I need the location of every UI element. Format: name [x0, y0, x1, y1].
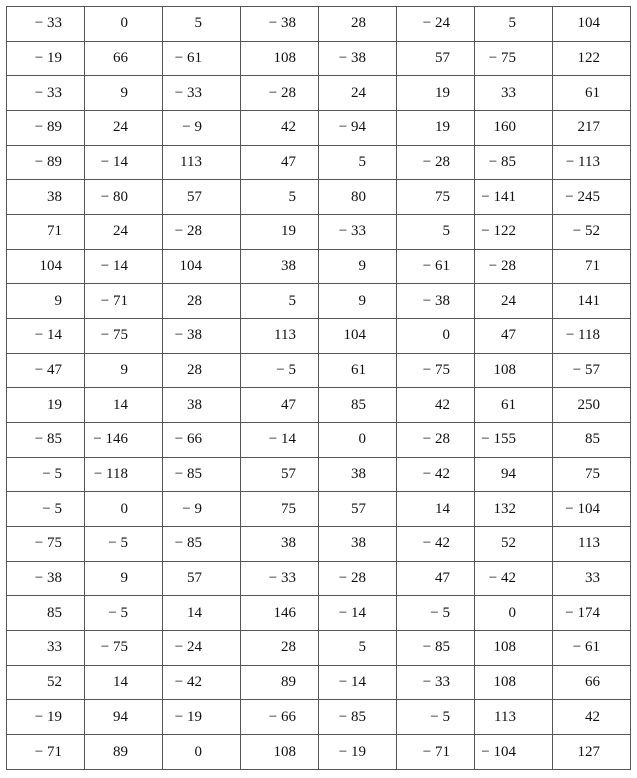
table-cell: 80 [319, 180, 397, 215]
table-cell: 24 [319, 76, 397, 111]
table-cell: 5 [319, 631, 397, 666]
table-cell: 5 [163, 7, 241, 42]
data-table [6, 6, 631, 770]
table-cell: 9 [319, 249, 397, 284]
table-cell: 71 [553, 249, 631, 284]
table-cell: 14 [85, 388, 163, 423]
table-cell: 108 [241, 41, 319, 76]
table-cell: 57 [397, 41, 475, 76]
table-cell: 104 [319, 319, 397, 354]
table-cell: 160 [475, 111, 553, 146]
table-cell: 85 [553, 423, 631, 458]
table-cell: 71 [7, 215, 85, 250]
table-cell: 108 [475, 353, 553, 388]
table-cell: 47 [475, 319, 553, 354]
table-cell: − 42 [163, 665, 241, 700]
table-row [7, 7, 631, 42]
table-body [7, 7, 631, 770]
table-cell: 5 [241, 180, 319, 215]
table-cell: 104 [163, 249, 241, 284]
table-cell: − 47 [7, 353, 85, 388]
table-cell: 57 [163, 561, 241, 596]
table-cell: − 85 [397, 631, 475, 666]
table-cell: 66 [553, 665, 631, 700]
table-cell: 108 [241, 735, 319, 770]
table-cell: 127 [553, 735, 631, 770]
table-cell: 19 [7, 388, 85, 423]
table-cell: − 122 [475, 215, 553, 250]
table-cell: − 66 [241, 700, 319, 735]
table-row [7, 319, 631, 354]
table-cell: − 33 [241, 561, 319, 596]
table-cell: − 24 [397, 7, 475, 42]
table-cell: − 85 [7, 423, 85, 458]
table-cell: − 38 [163, 319, 241, 354]
table-cell: 47 [241, 388, 319, 423]
table-cell: − 85 [319, 700, 397, 735]
table-cell: − 94 [319, 111, 397, 146]
table-cell: − 52 [553, 215, 631, 250]
table-cell: 5 [475, 7, 553, 42]
table-cell: − 19 [7, 41, 85, 76]
table-cell: − 28 [397, 423, 475, 458]
table-row [7, 284, 631, 319]
table-cell: − 9 [163, 492, 241, 527]
table-cell: − 19 [319, 735, 397, 770]
table-row [7, 353, 631, 388]
table-cell: − 66 [163, 423, 241, 458]
table-cell: − 141 [475, 180, 553, 215]
table-cell: 113 [553, 527, 631, 562]
table-cell: − 5 [7, 457, 85, 492]
table-row [7, 145, 631, 180]
table-cell: 57 [163, 180, 241, 215]
table-cell: − 38 [241, 7, 319, 42]
table-cell: 5 [397, 215, 475, 250]
table-cell: − 89 [7, 145, 85, 180]
table-row [7, 215, 631, 250]
table-cell: 0 [475, 596, 553, 631]
table-cell: − 75 [397, 353, 475, 388]
table-row [7, 423, 631, 458]
table-cell: 19 [397, 76, 475, 111]
table-cell: 42 [241, 111, 319, 146]
table-row [7, 111, 631, 146]
table-cell: − 14 [241, 423, 319, 458]
table-cell: 85 [319, 388, 397, 423]
table-cell: 38 [319, 457, 397, 492]
table-cell: 28 [163, 284, 241, 319]
table-cell: 33 [7, 631, 85, 666]
table-cell: 38 [241, 249, 319, 284]
table-cell: 0 [397, 319, 475, 354]
table-cell: − 146 [85, 423, 163, 458]
table-cell: 38 [163, 388, 241, 423]
table-cell: − 24 [163, 631, 241, 666]
table-cell: − 5 [85, 527, 163, 562]
table-cell: − 71 [397, 735, 475, 770]
table-cell: − 33 [319, 215, 397, 250]
table-row [7, 492, 631, 527]
table-cell: − 5 [7, 492, 85, 527]
table-cell: − 75 [7, 527, 85, 562]
table-row [7, 527, 631, 562]
table-cell: − 19 [163, 700, 241, 735]
table-cell: 52 [7, 665, 85, 700]
table-cell: − 5 [397, 700, 475, 735]
table-cell: − 33 [163, 76, 241, 111]
table-cell: 89 [85, 735, 163, 770]
table-cell: 146 [241, 596, 319, 631]
table-row [7, 631, 631, 666]
table-cell: 104 [553, 7, 631, 42]
table-cell: − 61 [553, 631, 631, 666]
table-cell: − 71 [7, 735, 85, 770]
table-cell: 9 [7, 284, 85, 319]
table-cell: − 80 [85, 180, 163, 215]
table-cell: 33 [475, 76, 553, 111]
table-cell: − 57 [553, 353, 631, 388]
table-cell: − 38 [397, 284, 475, 319]
table-cell: 132 [475, 492, 553, 527]
table-cell: − 33 [7, 76, 85, 111]
table-cell: 42 [553, 700, 631, 735]
table-cell: − 33 [397, 665, 475, 700]
table-cell: − 14 [319, 596, 397, 631]
table-cell: 47 [397, 561, 475, 596]
table-cell: − 71 [85, 284, 163, 319]
table-row [7, 561, 631, 596]
table-cell: 217 [553, 111, 631, 146]
table-cell: 5 [241, 284, 319, 319]
table-cell: 14 [85, 665, 163, 700]
table-cell: 0 [85, 7, 163, 42]
table-cell: 38 [319, 527, 397, 562]
table-cell: 24 [475, 284, 553, 319]
table-cell: 61 [475, 388, 553, 423]
table-cell: 85 [7, 596, 85, 631]
table-cell: − 89 [7, 111, 85, 146]
table-cell: 9 [319, 284, 397, 319]
table-cell: 0 [163, 735, 241, 770]
table-cell: 24 [85, 111, 163, 146]
table-cell: 141 [553, 284, 631, 319]
table-cell: 94 [85, 700, 163, 735]
table-row [7, 180, 631, 215]
table-cell: − 5 [241, 353, 319, 388]
table-cell: 108 [475, 631, 553, 666]
table-cell: 108 [475, 665, 553, 700]
table-cell: − 75 [475, 41, 553, 76]
table-cell: 9 [85, 561, 163, 596]
table-cell: − 85 [163, 527, 241, 562]
table-cell: 122 [553, 41, 631, 76]
table-cell: 28 [163, 353, 241, 388]
table-cell: − 61 [397, 249, 475, 284]
table-row [7, 388, 631, 423]
table-cell: 61 [319, 353, 397, 388]
table-cell: − 42 [397, 457, 475, 492]
table-cell: 75 [397, 180, 475, 215]
table-cell: − 9 [163, 111, 241, 146]
table-row [7, 41, 631, 76]
table-cell: 24 [85, 215, 163, 250]
table-cell: 47 [241, 145, 319, 180]
table-cell: 57 [241, 457, 319, 492]
table-cell: 57 [319, 492, 397, 527]
table-cell: − 28 [475, 249, 553, 284]
table-cell: 61 [553, 76, 631, 111]
table-cell: 0 [85, 492, 163, 527]
table-cell: − 14 [85, 249, 163, 284]
table-row [7, 249, 631, 284]
table-cell: 94 [475, 457, 553, 492]
table-cell: 14 [397, 492, 475, 527]
table-row [7, 596, 631, 631]
table-cell: − 104 [553, 492, 631, 527]
table-cell: 28 [319, 7, 397, 42]
table-cell: − 85 [475, 145, 553, 180]
table-cell: − 42 [397, 527, 475, 562]
table-cell: − 155 [475, 423, 553, 458]
table-cell: 75 [241, 492, 319, 527]
table-cell: − 118 [85, 457, 163, 492]
table-cell: − 38 [7, 561, 85, 596]
table-cell: 14 [163, 596, 241, 631]
table-cell: − 14 [7, 319, 85, 354]
table-cell: 113 [241, 319, 319, 354]
table-cell: − 104 [475, 735, 553, 770]
table-cell: − 75 [85, 631, 163, 666]
table-cell: 89 [241, 665, 319, 700]
table-cell: 75 [553, 457, 631, 492]
table-cell: − 33 [7, 7, 85, 42]
table-cell: − 118 [553, 319, 631, 354]
table-cell: 104 [7, 249, 85, 284]
table-cell: − 61 [163, 41, 241, 76]
table-cell: − 85 [163, 457, 241, 492]
table-cell: 0 [319, 423, 397, 458]
table-cell: 250 [553, 388, 631, 423]
table-cell: − 28 [319, 561, 397, 596]
table-cell: − 75 [85, 319, 163, 354]
table-cell: 66 [85, 41, 163, 76]
table-cell: − 174 [553, 596, 631, 631]
table-row [7, 457, 631, 492]
table-cell: − 42 [475, 561, 553, 596]
table-cell: − 19 [7, 700, 85, 735]
table-cell: − 14 [319, 665, 397, 700]
table-cell: 19 [241, 215, 319, 250]
table-cell: 28 [241, 631, 319, 666]
table-cell: 38 [7, 180, 85, 215]
table-cell: − 14 [85, 145, 163, 180]
table-cell: 38 [241, 527, 319, 562]
table-cell: − 113 [553, 145, 631, 180]
table-cell: − 38 [319, 41, 397, 76]
table-row [7, 665, 631, 700]
table-row [7, 735, 631, 770]
table-cell: − 28 [241, 76, 319, 111]
table-cell: 113 [475, 700, 553, 735]
table-cell: 33 [553, 561, 631, 596]
table-cell: 19 [397, 111, 475, 146]
table-cell: 113 [163, 145, 241, 180]
table-cell: 9 [85, 353, 163, 388]
table-cell: − 28 [163, 215, 241, 250]
table-cell: 42 [397, 388, 475, 423]
table-cell: − 5 [397, 596, 475, 631]
table-cell: 5 [319, 145, 397, 180]
table-cell: − 245 [553, 180, 631, 215]
table-cell: 9 [85, 76, 163, 111]
table-row [7, 700, 631, 735]
table-row [7, 76, 631, 111]
table-cell: 52 [475, 527, 553, 562]
table-cell: − 5 [85, 596, 163, 631]
table-cell: − 28 [397, 145, 475, 180]
